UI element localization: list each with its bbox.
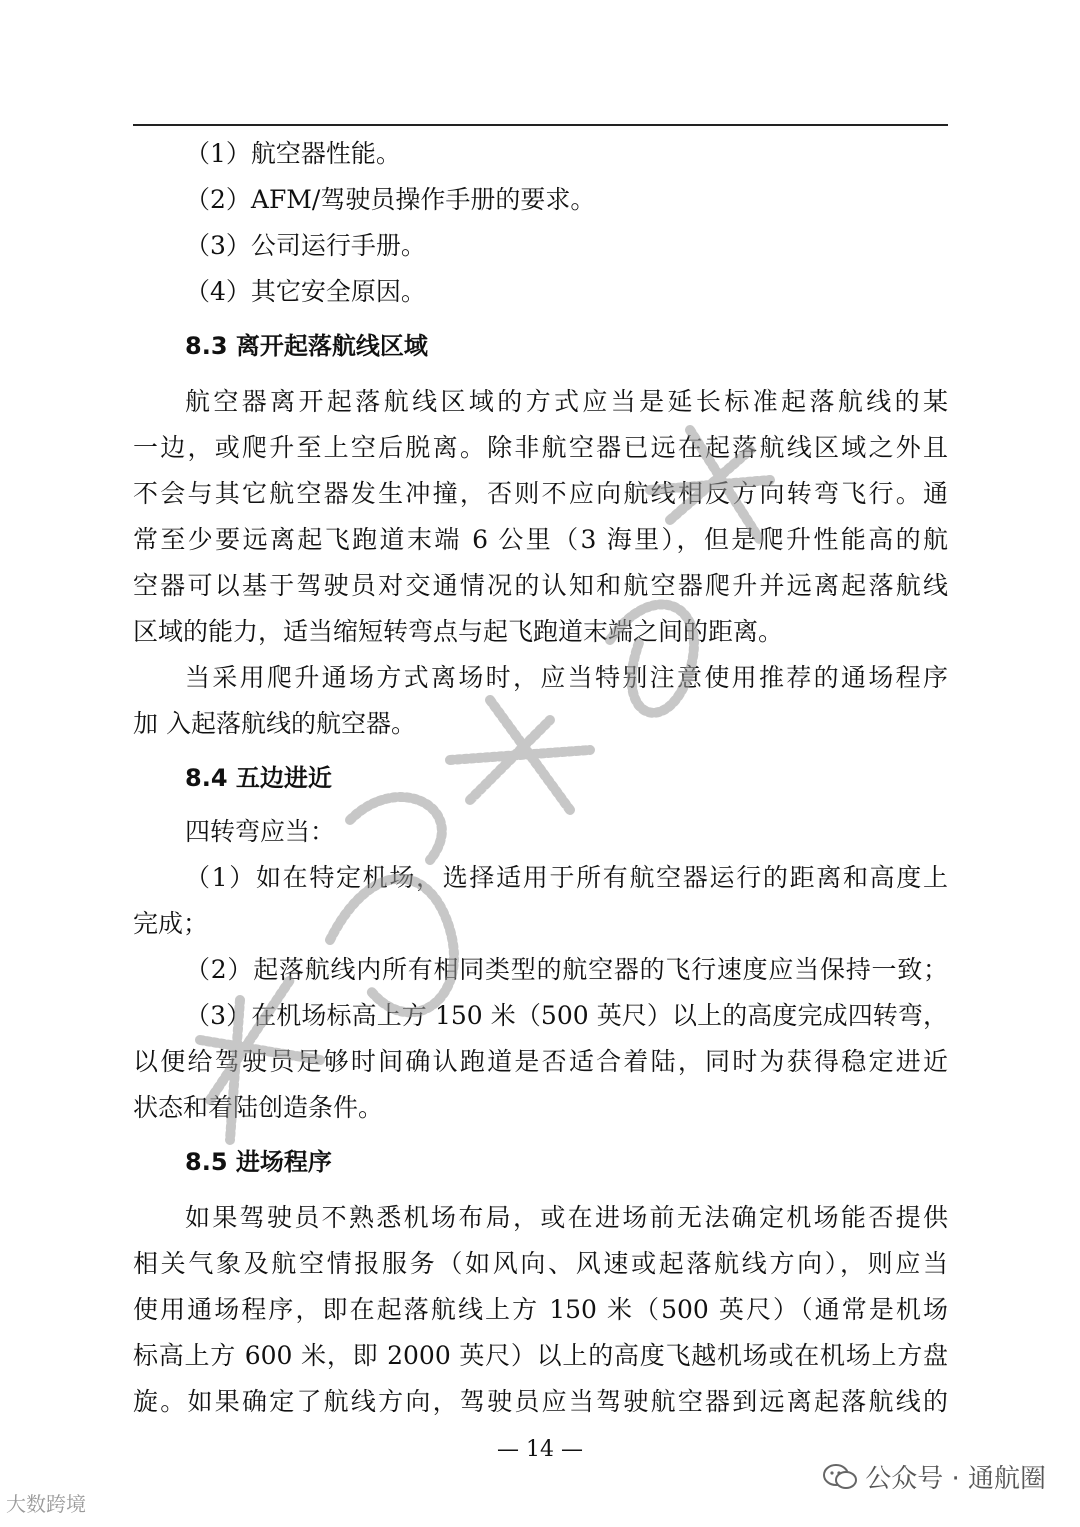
header-rule: [133, 124, 948, 126]
list-item: （2）AFM/驾驶员操作手册的要求。: [185, 185, 596, 214]
list-item: （4）其它安全原因。: [185, 277, 426, 306]
paragraph-line: 航空器离开起落航线区域的方式应当是延长标准起落航线的某: [185, 387, 948, 416]
paragraph-line: 相关气象及航空情报服务（如风向、风速或起落航线方向），则应当: [133, 1249, 948, 1278]
section-heading: 8.4 五边进近: [185, 764, 332, 792]
paragraph-line: 使用通场程序，即在起落航线上方 150 米（500 英尺）（通常是机场: [133, 1295, 948, 1324]
paragraph-line: 空器可以基于驾驶员对交通情况的认知和航空器爬升并远离起落航线: [133, 571, 948, 600]
list-item: 状态和着陆创造条件。: [133, 1093, 384, 1122]
list-item: （3）公司运行手册。: [185, 231, 426, 260]
paragraph-line: 加 入起落航线的航空器。: [133, 709, 416, 738]
section-heading: 8.3 离开起落航线区域: [185, 332, 428, 360]
paragraph-line: 四转弯应当：: [185, 817, 336, 846]
paragraph-line: 不会与其它航空器发生冲撞，否则不应向航线相反方向转弯飞行。通: [133, 479, 948, 508]
list-item: 以便给驾驶员足够时间确认跑道是否适合着陆，同时为获得稳定进近: [133, 1047, 948, 1076]
footer-watermark: [823, 1458, 1046, 1495]
footer-watermark-text: 公众号 · 通航圈: [865, 1464, 1046, 1494]
list-item: （3）在机场标高上方 150 米（500 英尺）以上的高度完成四转弯，: [185, 1001, 948, 1030]
list-item: 完成；: [133, 909, 209, 938]
section-heading: 8.5 进场程序: [185, 1148, 332, 1176]
paragraph-line: 一边，或爬升至上空后脱离。除非航空器已远在起落航线区域之外且: [133, 433, 948, 462]
paragraph-line: 常至少要远离起飞跑道末端 6 公里（3 海里），但是爬升性能高的航: [133, 525, 948, 554]
paragraph-line: 标高上方 600 米，即 2000 英尺）以上的高度飞越机场或在机场上方盘: [133, 1341, 948, 1370]
list-item: （1）如在特定机场，选择适用于所有航空器运行的距离和高度上: [185, 863, 948, 892]
wechat-icon: [823, 1463, 857, 1491]
footer-left-watermark: 大数跨境: [6, 1492, 86, 1516]
page-number: — 14 —: [497, 1437, 583, 1462]
list-item: （2）起落航线内所有相同类型的航空器的飞行速度应当保持一致；: [185, 955, 948, 984]
paragraph-line: 如果驾驶员不熟悉机场布局，或在进场前无法确定机场能否提供: [185, 1203, 948, 1232]
paragraph-line: 旋。如果确定了航线方向，驾驶员应当驾驶航空器到远离起落航线的: [133, 1387, 948, 1416]
list-item: （1）航空器性能。: [185, 139, 401, 168]
paragraph-line: 区域的能力，适当缩短转弯点与起飞跑道末端之间的距离。: [133, 617, 784, 646]
paragraph-line: 当采用爬升通场方式离场时，应当特别注意使用推荐的通场程序: [185, 663, 948, 692]
